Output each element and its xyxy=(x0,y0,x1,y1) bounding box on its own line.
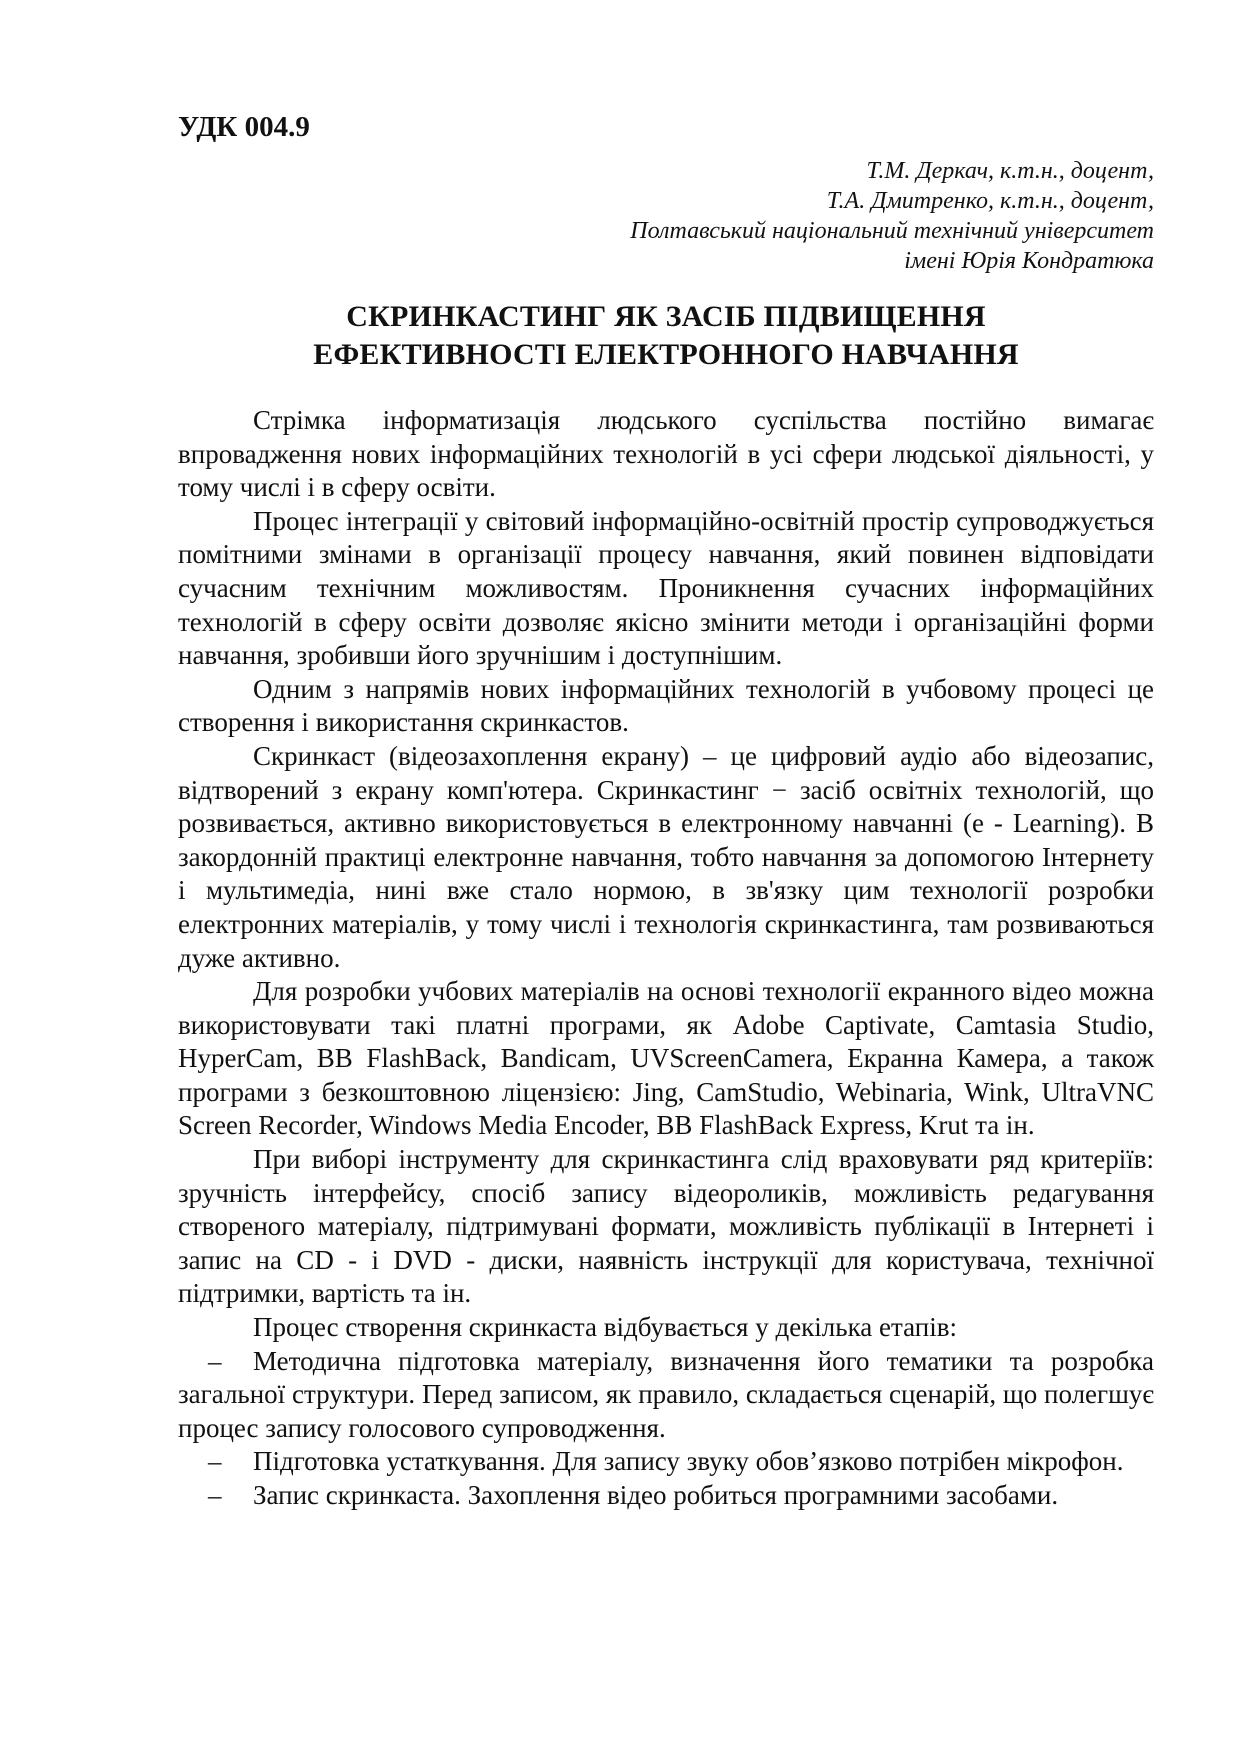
paragraph: Процес інтеграції у світовий інформаційно-освітній простір супроводжується помітними змінами в організації процесу навчання, який повинен відповідати сучасним технічним можливостям. Проникнення сучасних інформаційних технологій в сферу освіти дозволяє якісно змінити методи і організаційні форми навчання, зробивши його зручнішим і доступнішим. xyxy=(178,505,1154,671)
list-dash: – xyxy=(208,1480,222,1510)
list-item xyxy=(178,1445,1154,1479)
udc-code: УДК 004.9 xyxy=(178,111,310,143)
document-page xyxy=(178,110,1154,1513)
list-item xyxy=(178,1345,1154,1446)
author-line-1: Т.М. Деркач, к.т.н., доцент, xyxy=(866,158,1154,184)
list-item-text: Методична підготовка матеріалу, визначення його тематики та розробка загальної структури. Перед записом, як правило, складається сценарій, що полегшує процес запису голосового супроводження. xyxy=(178,1345,1154,1443)
authors-block xyxy=(178,156,1154,276)
list-dash: – xyxy=(208,1345,222,1376)
body-text xyxy=(178,404,1154,1513)
paragraph: При виборі інструменту для скринкастинга слід враховувати ряд критеріїв: зручність інтерфейсу, спосіб запису відеороликів, можливість редагування створеного матеріалу, підтримувані формати, можливість публікації в Інтернеті і запис на CD - і DVD - диски, наявність інструкції для користувача, технічної підтримки, вартість та ін. xyxy=(178,1144,1154,1309)
list-item xyxy=(178,1479,1154,1513)
list-item-text: Запис скринкаста. Захоплення відео робиться програмними засобами. xyxy=(253,1480,1059,1510)
author-line-2: Т.А. Дмитренко, к.т.н., доцент, xyxy=(826,188,1154,214)
paragraph: Для розробки учбових матеріалів на основі технології екранного відео можна використовувати такі платні програми, як Adobe Captivate, Camtasia Studio, HyperCam, BB FlashBack, Bandicam, UVScreenCamera, Екранна Камера, а також програми з безкоштовною ліцензією: Jing, CamStudio, Webinaria, Wink, UltraVNC Screen Recorder, Windows Media Encoder, BB FlashBack Express, Krut та ін. xyxy=(178,976,1154,1141)
affiliation-line-2: імені Юрія Кондратюка xyxy=(904,248,1154,274)
paper-title xyxy=(178,298,1154,374)
affiliation-line-1: Полтавський національний технічний університет xyxy=(630,218,1154,244)
paragraph: Скринкаст (відеозахоплення екрану) – це цифровий аудіо або відеозапис, відтворений з екрану комп'ютера. Скринкастинг − засіб освітніх технологій, що розвивається, активно використовується в електронному навчанні (e - Learning). В закордонній практиці електронне навчання, тобто навчання за допомогою Інтернету і мультимедіа, нині вже стало нормою, в зв'язку цим технології розробки електронних матеріалів, у тому числі і технологія скринкастинга, там розвиваються дуже активно. xyxy=(178,740,1154,973)
title-line-2: ЕФЕКТИВНОСТІ ЕЛЕКТРОННОГО НАВЧАННЯ xyxy=(313,338,1019,371)
paragraph: Одним з напрямів нових інформаційних технологій в учбовому процесі це створення і використання скринкастов. xyxy=(178,673,1154,738)
paragraph: Процес створення скринкаста відбувається у декілька етапів: xyxy=(253,1312,957,1343)
title-line-1: СКРИНКАСТИНГ ЯК ЗАСІБ ПІДВИЩЕННЯ xyxy=(346,300,986,333)
paragraph: Стрімка інформатизація людського суспільства постійно вимагає впровадження нових інформаційних технологій в усі сфери людської діяльності, у тому числі і в сферу освіти. xyxy=(178,405,1154,503)
list-dash: – xyxy=(208,1446,222,1477)
list-item-text: Підготовка устаткування. Для запису звуку обов’язково потрібен мікрофон. xyxy=(253,1446,1124,1477)
